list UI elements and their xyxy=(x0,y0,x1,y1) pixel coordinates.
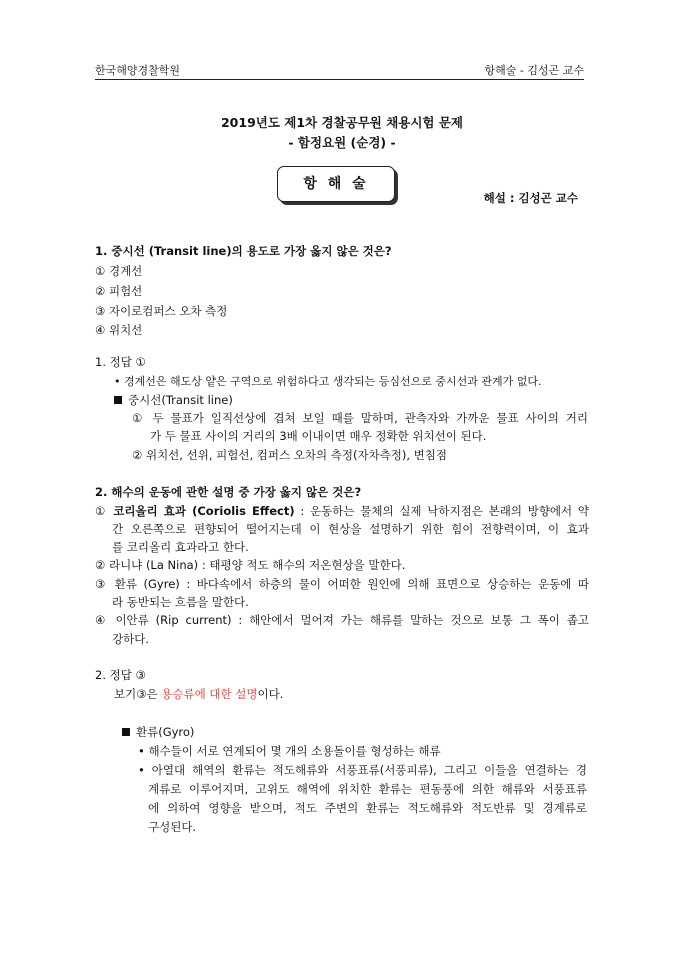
page-header xyxy=(95,62,584,78)
q2-option-1-line-3: 를 코리올리 효과라고 한다. xyxy=(112,540,249,554)
header-subject-instructor: 항해술 - 김성곤 교수 xyxy=(484,64,584,77)
answer-1: 1. 정답 ① xyxy=(95,355,146,369)
q2-option-1-desc: : 운동하는 물체의 실제 낙하지점은 본래의 방향에서 약 xyxy=(294,504,590,518)
answer-2-bullet-2-line-4: 구성된다. xyxy=(148,820,197,834)
q2-option-1-line-1 xyxy=(95,503,589,520)
header-academy-name: 한국해양경찰학원 xyxy=(95,64,181,77)
q2-option-4-line-2: 강하다. xyxy=(112,632,149,646)
q2-option-1-number: ① xyxy=(95,504,108,518)
answer-1-heading-text: 중시선(Transit line) xyxy=(128,393,233,407)
answer-1-item-2: ② 위치선, 선위, 피험선, 컴퍼스 오차의 측정(자차측정), 변침점 xyxy=(132,448,447,462)
answer-1-item-1-line-1: ① 두 물표가 일직선상에 겹쳐 보일 때를 말하며, 관측자와 가까운 물표 사이의 거리 xyxy=(132,411,588,425)
answer-2-heading-text: 환류(Gyro) xyxy=(136,725,195,739)
q2-option-3-line-2: 라 동반되는 흐름을 말한다. xyxy=(112,595,249,609)
square-bullet-icon xyxy=(122,728,130,736)
q2-option-2: ② 라니냐 (La Nina) : 태평양 적도 해수의 저온현상을 말한다. xyxy=(95,558,406,572)
answer-2-bullet-2-line-2: 계류로 이루어지며, 고위도 해역에 위치한 환류는 편동풍에 의한 해류와 서풍표류 xyxy=(148,782,587,796)
answer-1-item-1-line-2: 가 두 물표 사이의 거리의 3배 이내이면 매우 정확한 위치선이 된다. xyxy=(150,429,487,443)
subject-box: 항 해 술 xyxy=(277,166,395,202)
question-1 xyxy=(95,243,392,260)
square-bullet-icon xyxy=(114,396,122,404)
answer-2-bullet-2-line-1: • 아열대 해역의 환류는 적도해류와 서풍표류(서풍피류), 그리고 이들을 연결하는 경 xyxy=(138,763,587,777)
answer-2-bullet-1: • 해수들이 서로 연계되어 몇 개의 소용돌이를 형성하는 해류 xyxy=(138,744,441,758)
answer-2-bullet-2-line-3: 에 의하여 영향을 받으며, 적도 주변의 환류는 적도해류와 적도반류 및 경계류로 xyxy=(148,801,587,815)
q1-option-1: ① 경계선 xyxy=(95,264,143,278)
q2-option-4-line-1: ④ 이안류 (Rip current) : 해안에서 멀어져 가는 해류를 말하는 것으로 보통 그 폭이 좁고 xyxy=(95,613,589,627)
q1-option-2: ② 피험선 xyxy=(95,284,143,298)
header-divider xyxy=(95,79,584,80)
q2-option-1-line-2: 간 오른쪽으로 편향되어 떨어지는데 이 현상을 설명하기 위한 힘이 전향력이며, 이 효과 xyxy=(112,522,589,536)
answer-2-heading xyxy=(122,724,194,741)
q2-option-3-line-1: ③ 환류 (Gyre) : 바다속에서 하층의 물이 어떠한 원인에 의해 표면으로 상승하는 운동에 따 xyxy=(95,577,589,591)
exam-title: 2019년도 제1차 경찰공무원 채용시험 문제 xyxy=(220,115,464,130)
q1-option-3: ③ 자이로컴퍼스 오차 측정 xyxy=(95,304,228,318)
answer-2-explanation-highlight: 용승류에 대한 설명 xyxy=(161,687,258,701)
answer-2-explanation-pre: 보기③은 xyxy=(114,687,162,701)
answer-1-bullet: • 경계선은 해도상 얕은 구역으로 위험하다고 생각되는 등심선으로 중시선과 관계가 없다. xyxy=(114,375,542,388)
exam-subtitle: - 함정요원 (순경) - xyxy=(288,135,396,150)
answer-2-explanation-post: 이다. xyxy=(257,687,284,701)
q1-option-4: ④ 위치선 xyxy=(95,323,143,337)
question-2: 2. 해수의 운동에 관한 설명 중 가장 옳지 않은 것은? xyxy=(95,485,362,499)
answer-1-heading xyxy=(114,392,233,409)
question-1-text: 1. 중시선 (Transit line)의 용도로 가장 옳지 않은 것은? xyxy=(95,244,392,258)
answer-2-explanation xyxy=(114,686,283,703)
q2-option-1-term: 코리올리 효과 (Coriolis Effect) xyxy=(113,504,295,518)
commentary-author: 해설 : 김성곤 교수 xyxy=(483,191,578,205)
answer-2: 2. 정답 ③ xyxy=(95,668,146,682)
